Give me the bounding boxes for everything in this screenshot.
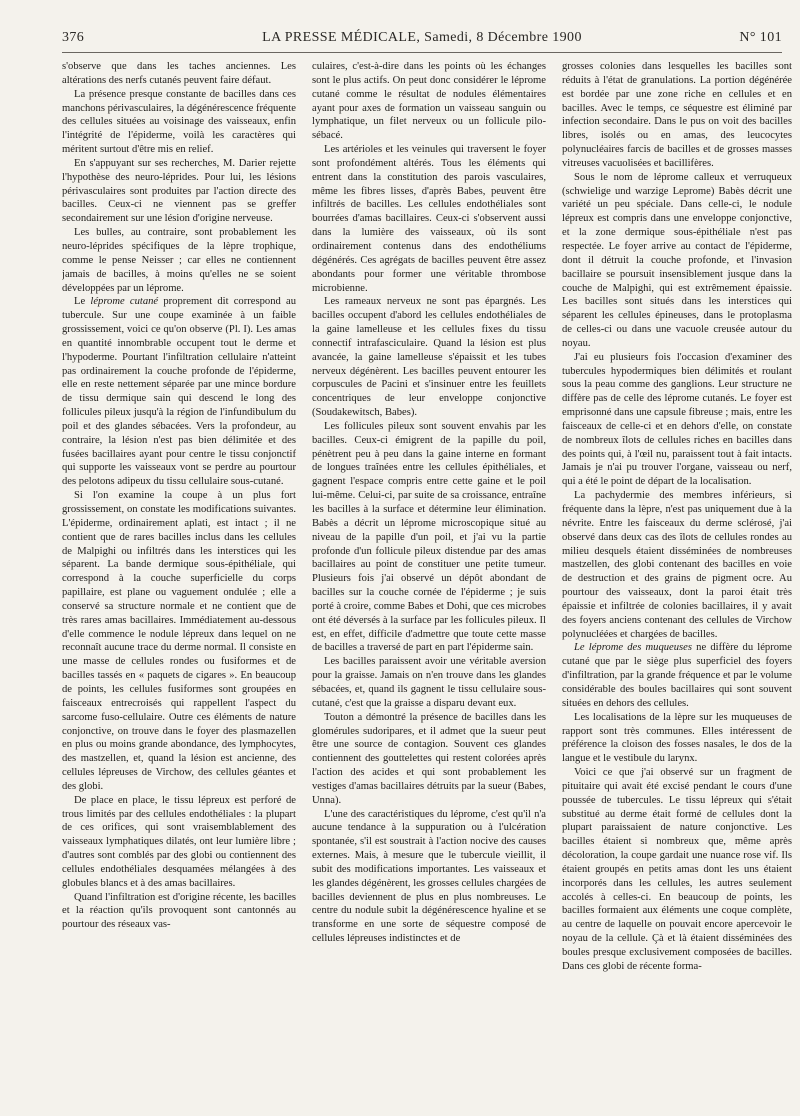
paragraph: La pachydermie des membres inférieurs, si fréquente dans la lèpre, n'est pas uniquement due à la névrite. Entre les faisceaux du derme sclérosé, j'ai observé dans deux cas des îlots de cellules rondes au milieu desquels étaient disséminées de nombreuses mastzellen, des globi contenant des bacilles en voie de destruction et des grains de pigment ocre. Au pourtour des vaisseaux, dont la paroi était très épaissie et infiltrée de colonies bacillaires, il y avait des foyers anciens contenant des cellules de Virchow polynucléées et chargées de bacilles. (562, 490, 792, 640)
journal-title: LA PRESSE MÉDICALE, Samedi, 8 Décembre 1900 (262, 30, 582, 45)
paragraph: Les bulles, au contraire, sont probablement les neuro-léprides spécifiques de la lèpre trophique, comme le pense Neisser ; car elles ne contiennent jamais de bacilles, à moins qu'elles ne se soient développées par un lépromе. (62, 227, 296, 294)
paragraph-text: proprement dit correspond au tubercule. Sur une coupe examinée à un faible grossissement, voici ce qu'on observe (Pl. I). Les amas en quantité innombrable occupent tout le derme et l'hypoderme. Pourtant l'infiltration cellulaire n'atteint pas ordinairement la couche profonde de l'épiderme, elle en reste nettement séparée par une mince bordure de tissu dermique sain qui descend le long des follicules pileux jusqu'à la région de l'infundibulum du poil et des glandes sébacées. Vers la profondeur, au contraire, la lésion n'est pas bien délimitée et des fusées bacillaires ayant pour centre le tissu conjonctif qui supporte les vaisseaux vont se perdre au pourtour des pelotons adipeux du tissu cellulaire sous-cutané. (62, 296, 296, 488)
paragraph-intro: Le (74, 296, 91, 308)
paragraph: Si l'on examine la coupe à un plus fort grossissement, on constate les modifications suivantes. L'épiderme, ordinairement aplati, est intact ; il ne contient que de rares bacilles inclus dans les cellules de Malpighi ou infiltrés dans les interstices qui les séparent. La bande dermique sous-épithéliale, qui correspond à la couche superficielle du corps papillaire, est plane ou vaguement ondulée ; elle a conservé sa structure normale et ne contient que de très rares amas bacillaires. Immédiatement au-dessous d'elle commence le nodule lépreux dans lequel on ne reconnaît aucune trace du derme normal. Il consiste en une masse de cellules rondes ou fusiformes et de bacilles tassés en « paquets de cigares ». En beaucoup de points, les cellules fusiformes sont groupées en faisceaux entrecroisés qui rappellent l'aspect du sarcome fuso-cellulaire. Outre ces éléments de nature conjonctive, on trouve dans le foyer des plasmazellen en plus ou moins grande abondance, des lymphocytes, des mastzellen, et, quand la lésion est ancienne, des cellules lépreuses de Virchow, des cellules géantes et des globi. (62, 490, 296, 792)
text-column-middle (312, 60, 546, 1112)
paragraph (62, 295, 296, 489)
paragraph: De place en place, le tissu lépreux est perforé de trous limités par des cellules endothéliales : la plupart de ces orifices, qui sont vraisemblablement des vaisseaux lymphatiques dilatés, ont leur lumière libre ; d'autres sont comblés par des globi ou contiennent des cellules endothéliales desquamées mélangées à des globules blancs et à des amas bacillaires. (62, 794, 296, 889)
paragraph: Voici ce que j'ai observé sur un fragment de pituitaire qui avait été excisé pendant le cours d'une poussée de tubercules. Le tissu lépreux qui s'était substitué au derme était formé de cellules dont la plupart paraissaient de nature conjonctive. Les bacilles étaient si nombreux que, même après décoloration, la coupe gardait une nuance rose vif. Ils étaient groupés en petits amas dont les uns étaient incorporés dans les cellules, les autres seulement accolés à celles-ci. En beaucoup de points, les bacilles formaient aux éléments une coque complète, au centre de laquelle on pouvait encore apercevoir le noyau de la cellule. Çà et là étaient disséminées des boules presque exclusivement composées de bacilles. Dans ces globi de récente forma- (562, 767, 792, 972)
paragraph: Quand l'infiltration est d'origine récente, les bacilles et la réaction qu'ils provoquent sont cantonnés au pourtour des réseaux vas- (62, 891, 296, 931)
paragraph: Les follicules pileux sont souvent envahis par les bacilles. Ceux-ci émigrent de la papille du poil, pénètrent peu à peu dans la gaine interne en formant de longues traînées entre les cellules épithéliales, et gagnent l'espace compris entre cette gaine et le poil lui-même. Celui-ci, par suite de sa croissance, entraîne les bacilles à la surface et détermine leur élimination. Babès a décrit un lépromе microscopique situé au niveau de la papille d'un poil, et j'ai vu la partie profonde d'un follicule pileux distendue par des amas bacillaires au point de constituer une petite tumeur. Plusieurs fois j'ai observé un dépôt abondant de bacilles sur la couche cornée de l'épiderme ; je suis porté à croire, comme Babes et Dohi, que ces microbes ont été déversés à la surface par les follicules pileux. Il est, en effet, difficile d'admettre que toute cette masse de bacilles a traversé de part en part l'épiderme sain. (312, 420, 546, 654)
page-number: 376 (62, 30, 85, 45)
paragraph: s'observe que dans les taches anciennes. Les altérations des nerfs cutanés peuvent faire défaut. (62, 61, 296, 86)
paragraph: Sous le nom de léprome calleux et verruqueux (schwielige und warzige Leprome) Babès décrit une variété un peu spéciale. Dans celle-ci, le nodule lépreux est compris dans une enveloppe conjonctive, et la zone dermique sous-épithéliale n'est pas respectée. Le foyer arrive au contact de l'épiderme, dont il détruit la couche profonde, et l'invasion bacillaire se poursuit insensiblement jusque dans la couche de Malpighi, qui est extrêmement épaissie. Les bacilles sont situés dans les interstices qui séparent les cellules épineuses, dans le protoplasma de celles-ci ou dans une vacuole creusée autour du noyau. (562, 171, 792, 349)
paragraph: Touton a démontré la présence de bacilles dans les glomérules sudoripares, et il admet que la sueur peut être une source de contagion. Souvent ces glandes contiennent des gouttelettes qui restent colorées après l'action des acides et qui sont probablement les vestiges d'amas bacillaires détruits par la sueur (Babes, Unna). (312, 711, 546, 806)
paragraph: Les bacilles paraissent avoir une véritable aversion pour la graisse. Jamais on n'en trouve dans les glandes sébacées, et, quand ils gagnent le tissu cellulaire sous-cutané, c'est que la graisse a disparu devant eux. (312, 656, 546, 709)
text-column-right (562, 60, 792, 1112)
paragraph: grosses colonies dans lesquelles les bacilles sont réduits à l'état de granulations. La portion dégénérée est bordée par une zone riche en cellules et en bacilles. Avec le temps, ce séquestre est éliminé par infection secondaire. Dans le pus on voit des bacilles libres, isolés ou en amas, des leucocytes polynucléaires farcis de bacilles et de grosses masses vitreuses vacuolisées et bacillifères. (562, 61, 792, 169)
paragraph: Les artérioles et les veinules qui traversent le foyer sont profondément altérés. Tous les éléments qui entrent dans la constitution des parois vasculaires, même les fibres lisses, d'après Babes, peuvent être infiltrés de bacilles. Les cellules endothéliales sont bourrées d'amas bacillaires. Ceux-ci s'observent aussi dans la lumière des vaisseaux, où ils sont ordinairement contenus dans des endothéliums dégénérés. Ces agrégats de bacilles peuvent être assez abondants pour former une véritable thrombose microbienne. (312, 144, 546, 294)
text-column-left (62, 60, 296, 1112)
paragraph: culaires, c'est-à-dire dans les points où les échanges sont le plus actifs. On peut donc considérer le léprome cutané comme le résultat de nodules élémentaires ayant pour axes de formation un vaisseau sanguin ou lymphatique, un filet nerveux ou un follicule pilo-sébacé. (312, 61, 546, 142)
paragraph: J'ai eu plusieurs fois l'occasion d'examiner des tubercules hypodermiques bien délimités et roulant sous la peau comme des ganglions. Leur structure ne diffère pas de celle des léprome cutanés. Le foyer est emprisonné dans une capsule fibreuse ; mais, entre les faisceaux de celle-ci et en dehors d'elle, on constate de nombreux îlots de cellules riches en bacilles dans des points qui, à l'œil nu, paraissent tout à fait intacts. Jamais je n'ai pu trouver l'organe, vaisseau ou nerf, qui a été le point de départ de la localisation. (562, 351, 792, 488)
paragraph (562, 641, 792, 710)
paragraph: L'une des caractéristiques du léprome, c'est qu'il n'a aucune tendance à la suppuration ou à l'ulcération spontanée, s'il est soustrait à l'action nocive des causes externes. Mais, à mesure que le tubercule vieillit, il subit des modifications importantes. Les vaisseaux et les glandes dégénèrent, les grosses cellules chargées de bacilles deviennent de plus en plus nombreuses. Le centre du nodule subit la dégénérescence hyaline et se transforme en une sorte de séquestre composé de cellules lépreuses indistinctes et de (312, 808, 546, 945)
italic-term: lépromе cutané (90, 296, 159, 308)
paragraph: En s'appuyant sur ses recherches, M. Darier rejette l'hypothèse des neuro-léprides. Pour lui, les lésions périvasculaires sont produites par l'action directe des bacilles. Ceux-ci ne viennent pas se greffer secondairement sur une lésion d'origine nerveuse. (62, 157, 296, 225)
paragraph: Les localisations de la lèpre sur les muqueuses de rapport sont très communes. Elles intéressent de préférence la cloison des fosses nasales, le dos de la langue et le vestibule du larynx. (562, 711, 792, 765)
paragraph-text: ne diffère du léprome cutané que par le siège plus superficiel des foyers d'infiltration, par la grande fréquence et par le volume considérable des boules bacillaires qui sont souvent situées en dehors des cellules. (562, 642, 792, 709)
italic-term: Le léprome des muqueuses (574, 642, 693, 654)
page-header (62, 30, 782, 50)
paragraph: La présence presque constante de bacilles dans ces manchons périvasculaires, la dégénérescence fréquente des cellules situées au voisinage des vaisseaux, enfin l'intégrité de l'épiderme, voilà les caractères qui méritent surtout d'être mis en relief. (62, 88, 296, 156)
paragraph: Les rameaux nerveux ne sont pas épargnés. Les bacilles occupent d'abord les cellules endothéliales de la gaine lamelleuse et les cellules fixes du tissu connectif intrafasciculaire. Quand la lésion est plus avancée, la gaine lamelleuse s'épaissit et les tubes nerveux dégénèrent. Les bacilles peuvent entourer les corpuscules de Pacini et s'insinuer entre les feuillets concentriques de leur enveloppe conjonctive (Soudakewitsch, Babes). (312, 296, 546, 419)
header-rule (62, 52, 782, 53)
issue-number: N° 101 (739, 30, 782, 45)
